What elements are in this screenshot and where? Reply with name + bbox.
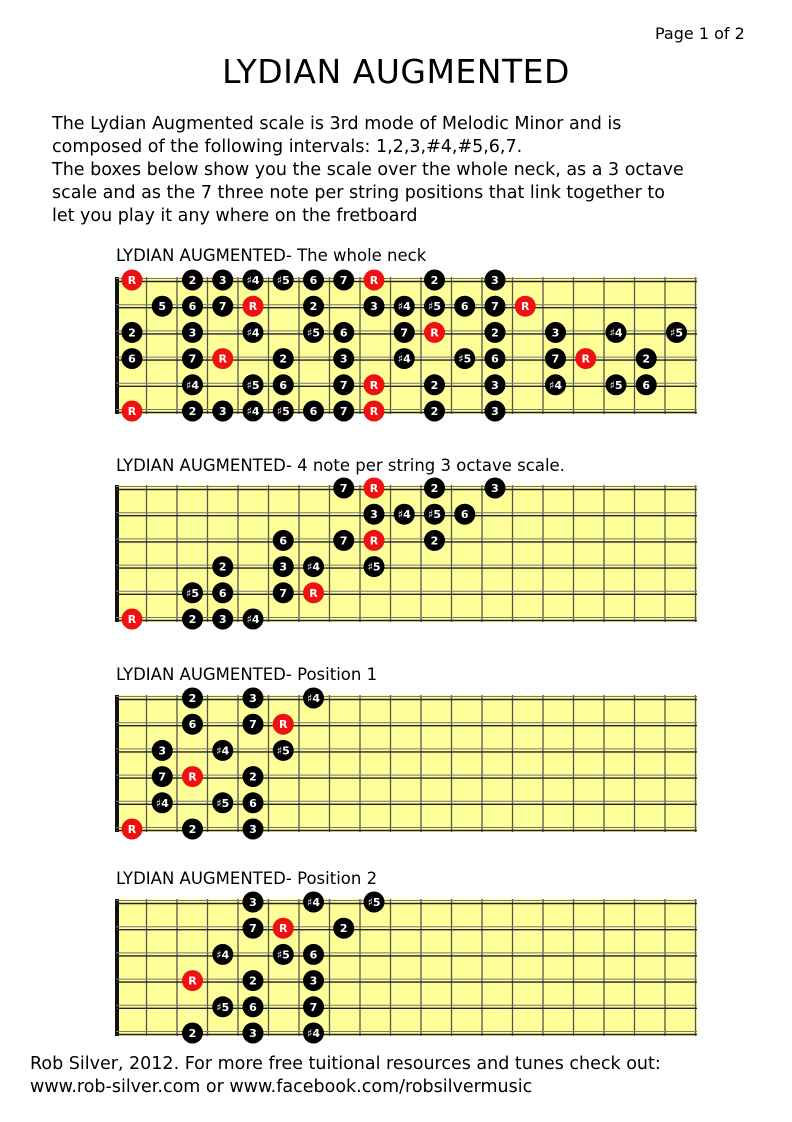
scale-note-marker	[243, 270, 264, 291]
note-label: 3	[309, 974, 318, 988]
note-label: ♯4	[216, 948, 230, 962]
note-label: 2	[430, 405, 439, 418]
diagram-title-position-1: LYDIAN AUGMENTED- Position 1	[116, 665, 378, 684]
scale-note-marker	[243, 918, 264, 939]
scale-note-marker	[424, 478, 445, 499]
note-label: 6	[309, 405, 318, 418]
note-label: 7	[339, 274, 348, 287]
scale-note-marker	[273, 348, 294, 369]
scale-note-marker	[273, 374, 294, 395]
scale-note-marker	[212, 556, 233, 577]
diagram-title-whole-neck: LYDIAN AUGMENTED- The whole neck	[116, 246, 427, 265]
scale-note-marker	[152, 766, 173, 787]
scale-note-marker	[273, 401, 294, 422]
note-label: 3	[249, 1027, 257, 1040]
scale-note-marker	[303, 970, 324, 991]
note-label: 2	[188, 274, 197, 287]
scale-note-marker	[333, 270, 354, 291]
scale-note-marker	[454, 296, 475, 317]
fretboard-3-octave	[0, 476, 792, 626]
note-label: 3	[551, 326, 560, 340]
note-label: ♯4	[307, 560, 320, 574]
scale-note-marker	[394, 322, 415, 343]
scale-note-marker	[273, 530, 294, 551]
scale-note-marker	[243, 996, 264, 1017]
scale-note-marker	[333, 478, 354, 499]
note-label: 2	[430, 482, 439, 495]
scale-note-marker	[545, 322, 566, 343]
note-label: ♯4	[246, 405, 260, 418]
note-label: 7	[339, 482, 348, 495]
page-number: Page 1 of 2	[655, 24, 745, 43]
note-label: ♯5	[276, 744, 290, 758]
scale-note-marker	[364, 504, 385, 525]
intro-line: scale and as the 7 three note per string positions that link together to	[52, 183, 665, 203]
fretboard-background	[116, 899, 697, 1036]
scale-note-marker	[364, 556, 385, 577]
note-label: 7	[249, 922, 257, 936]
scale-note-marker	[152, 792, 173, 813]
root-note-marker	[122, 609, 143, 630]
note-label: 2	[249, 770, 257, 784]
scale-note-marker	[454, 504, 475, 525]
note-label: R	[279, 922, 288, 936]
note-label: 7	[339, 378, 348, 392]
root-note-marker	[364, 401, 385, 422]
intro-line: The boxes below show you the scale over the whole neck, as a 3 octave	[52, 160, 684, 180]
scale-note-marker	[394, 296, 415, 317]
intro-line: composed of the following intervals: 1,2,3,#4,#5,6,7.	[52, 137, 523, 157]
footer	[30, 1053, 661, 1099]
note-label: ♯4	[397, 300, 411, 314]
note-label: ♯4	[246, 613, 260, 626]
note-label: ♯4	[307, 896, 320, 909]
note-label: 2	[642, 352, 651, 366]
scale-note-marker	[303, 556, 324, 577]
scale-note-marker	[606, 374, 627, 395]
note-label: R	[248, 300, 258, 314]
root-note-marker	[515, 296, 536, 317]
note-label: R	[369, 405, 379, 418]
note-label: R	[521, 300, 530, 314]
scale-note-marker	[212, 296, 233, 317]
scale-note-marker	[182, 348, 203, 369]
scale-note-marker	[424, 530, 445, 551]
note-label: 3	[218, 405, 227, 418]
footer-credit: Rob Silver, 2012. For more free tuitional resources and tunes check out:	[30, 1054, 661, 1074]
scale-note-marker	[273, 270, 294, 291]
note-label: 3	[491, 378, 499, 392]
scale-note-marker	[545, 348, 566, 369]
note-label: 6	[188, 718, 197, 732]
scale-note-marker	[243, 609, 264, 630]
scale-note-marker	[212, 740, 233, 761]
note-label: ♯5	[276, 405, 290, 418]
root-note-marker	[424, 322, 445, 343]
note-label: ♯5	[609, 378, 623, 392]
note-label: 6	[309, 948, 318, 962]
scale-note-marker	[212, 609, 233, 630]
scale-note-marker	[182, 714, 203, 735]
scale-note-marker	[243, 892, 264, 913]
scale-note-marker	[303, 688, 324, 709]
scale-note-marker	[243, 374, 264, 395]
fretboard-background	[116, 695, 697, 832]
note-label: R	[127, 274, 137, 287]
root-note-marker	[122, 270, 143, 291]
root-note-marker	[364, 530, 385, 551]
note-label: R	[279, 718, 288, 732]
note-label: ♯4	[186, 378, 199, 392]
note-label: 7	[218, 300, 227, 314]
note-label: 3	[249, 692, 257, 705]
scale-note-marker	[212, 944, 233, 965]
scale-note-marker	[273, 740, 294, 761]
root-note-marker	[575, 348, 596, 369]
note-label: ♯5	[246, 378, 260, 392]
scale-note-marker	[122, 348, 143, 369]
scale-note-marker	[243, 819, 264, 840]
scale-note-marker	[243, 714, 264, 735]
note-label: R	[309, 586, 318, 600]
scale-note-marker	[364, 892, 385, 913]
scale-note-marker	[333, 918, 354, 939]
note-label: 6	[309, 274, 318, 287]
note-label: 5	[158, 300, 167, 314]
note-label: 3	[339, 352, 348, 366]
root-note-marker	[273, 714, 294, 735]
note-label: ♯4	[216, 744, 230, 758]
scale-note-marker	[424, 401, 445, 422]
scale-note-marker	[424, 270, 445, 291]
scale-note-marker	[303, 296, 324, 317]
scale-note-marker	[212, 582, 233, 603]
note-label: ♯4	[246, 274, 260, 287]
scale-note-marker	[243, 1023, 264, 1044]
scale-note-marker	[364, 296, 385, 317]
root-note-marker	[182, 970, 203, 991]
fretboard-position-1	[0, 686, 792, 836]
scale-note-marker	[182, 270, 203, 291]
note-label: 2	[430, 378, 439, 392]
note-label: R	[218, 352, 227, 366]
note-label: 3	[218, 274, 227, 287]
note-label: R	[369, 378, 379, 392]
note-label: 2	[188, 1027, 197, 1040]
note-label: ♯4	[246, 326, 260, 340]
note-label: ♯4	[397, 352, 411, 366]
note-label: 3	[491, 482, 499, 495]
scale-note-marker	[485, 478, 506, 499]
scale-note-marker	[303, 944, 324, 965]
note-label: 6	[249, 1000, 257, 1014]
note-label: 6	[128, 352, 136, 366]
note-label: 7	[249, 718, 257, 732]
note-label: R	[188, 770, 197, 784]
note-label: 7	[551, 352, 560, 366]
scale-note-marker	[636, 374, 657, 395]
scale-note-marker	[182, 322, 203, 343]
scale-note-marker	[424, 374, 445, 395]
note-label: R	[430, 326, 439, 340]
root-note-marker	[273, 918, 294, 939]
root-note-marker	[122, 819, 143, 840]
note-label: 6	[218, 586, 227, 600]
root-note-marker	[122, 401, 143, 422]
scale-note-marker	[394, 348, 415, 369]
note-label: 2	[249, 974, 257, 988]
scale-note-marker	[485, 322, 506, 343]
nut	[115, 485, 119, 622]
scale-note-marker	[243, 688, 264, 709]
note-label: ♯5	[276, 948, 290, 962]
scale-note-marker	[303, 1023, 324, 1044]
scale-note-marker	[303, 322, 324, 343]
nut	[115, 899, 119, 1036]
footer-links: www.rob-silver.com or www.facebook.com/robsilvermusic	[30, 1077, 533, 1097]
note-label: 6	[279, 534, 288, 548]
scale-note-marker	[182, 374, 203, 395]
scale-note-marker	[182, 401, 203, 422]
note-label: 2	[309, 300, 318, 314]
note-label: 7	[491, 300, 499, 314]
note-label: R	[127, 823, 137, 836]
root-note-marker	[303, 582, 324, 603]
scale-note-marker	[243, 970, 264, 991]
diagram-title-position-2: LYDIAN AUGMENTED- Position 2	[116, 869, 378, 888]
note-label: 2	[188, 613, 197, 626]
scale-note-marker	[394, 504, 415, 525]
note-label: 3	[491, 405, 499, 418]
note-label: 2	[188, 823, 197, 836]
scale-note-marker	[424, 504, 445, 525]
note-label: 7	[339, 405, 348, 418]
note-label: 7	[158, 770, 167, 784]
note-label: ♯5	[216, 796, 230, 810]
note-label: ♯5	[216, 1000, 230, 1014]
scale-note-marker	[243, 792, 264, 813]
scale-note-marker	[303, 270, 324, 291]
note-label: R	[369, 482, 379, 495]
note-label: 2	[491, 326, 499, 340]
note-label: 3	[491, 274, 499, 287]
note-label: 6	[460, 508, 469, 522]
note-label: ♯4	[307, 692, 320, 705]
note-label: 6	[279, 378, 288, 392]
note-label: 3	[158, 744, 167, 758]
scale-note-marker	[243, 322, 264, 343]
note-label: ♯5	[276, 274, 290, 287]
scale-note-marker	[152, 296, 173, 317]
nut	[115, 695, 119, 832]
note-label: ♯5	[670, 326, 683, 340]
intro-paragraph	[52, 113, 772, 228]
root-note-marker	[212, 348, 233, 369]
root-note-marker	[182, 766, 203, 787]
scale-note-marker	[182, 296, 203, 317]
scale-note-marker	[243, 766, 264, 787]
note-label: 2	[430, 274, 439, 287]
note-label: 2	[128, 326, 136, 340]
note-label: 3	[279, 560, 288, 574]
root-note-marker	[364, 374, 385, 395]
scale-note-marker	[243, 401, 264, 422]
scale-note-marker	[454, 348, 475, 369]
scale-note-marker	[333, 348, 354, 369]
scale-note-marker	[212, 792, 233, 813]
note-label: ♯5	[428, 508, 441, 522]
scale-note-marker	[182, 688, 203, 709]
scale-note-marker	[485, 374, 506, 395]
scale-note-marker	[333, 530, 354, 551]
scale-note-marker	[485, 296, 506, 317]
note-label: ♯5	[367, 896, 381, 909]
note-label: ♯4	[609, 326, 623, 340]
note-label: 3	[249, 896, 257, 909]
scale-note-marker	[485, 270, 506, 291]
note-label: 7	[188, 352, 197, 366]
note-label: 2	[279, 352, 288, 366]
note-label: 6	[491, 352, 499, 366]
note-label: 2	[188, 405, 197, 418]
note-label: 7	[400, 326, 409, 340]
scale-note-marker	[273, 944, 294, 965]
note-label: 6	[339, 326, 348, 340]
note-label: R	[581, 352, 590, 366]
note-label: R	[127, 613, 137, 626]
note-label: 3	[188, 326, 197, 340]
note-label: 6	[642, 378, 651, 392]
note-label: ♯5	[186, 586, 199, 600]
nut	[115, 277, 119, 414]
scale-note-marker	[333, 374, 354, 395]
note-label: 2	[188, 692, 197, 705]
note-label: 2	[218, 560, 227, 574]
scale-note-marker	[182, 609, 203, 630]
scale-note-marker	[122, 322, 143, 343]
note-label: 7	[309, 1000, 318, 1014]
scale-note-marker	[273, 556, 294, 577]
note-label: 3	[249, 823, 257, 836]
note-label: ♯5	[367, 560, 381, 574]
note-label: 6	[188, 300, 197, 314]
scale-note-marker	[485, 348, 506, 369]
scale-note-marker	[424, 296, 445, 317]
note-label: 2	[430, 534, 439, 548]
diagram-title-3-octave: LYDIAN AUGMENTED- 4 note per string 3 octave scale.	[116, 456, 565, 475]
note-label: ♯5	[458, 352, 472, 366]
scale-note-marker	[212, 270, 233, 291]
fretboard-position-2	[0, 890, 792, 1040]
note-label: ♯4	[549, 378, 562, 392]
scale-note-marker	[182, 819, 203, 840]
scale-note-marker	[303, 996, 324, 1017]
note-label: 3	[370, 300, 378, 314]
fretboard-whole-neck	[0, 268, 792, 418]
intro-line: let you play it any where on the fretboard	[52, 206, 418, 226]
scale-note-marker	[545, 374, 566, 395]
scale-note-marker	[333, 322, 354, 343]
scale-note-marker	[303, 401, 324, 422]
scale-note-marker	[636, 348, 657, 369]
note-label: 6	[249, 796, 257, 810]
scale-note-marker	[303, 892, 324, 913]
scale-note-marker	[212, 996, 233, 1017]
note-label: ♯4	[155, 796, 169, 810]
note-label: R	[127, 405, 137, 418]
note-label: R	[369, 274, 379, 287]
scale-note-marker	[182, 582, 203, 603]
scale-note-marker	[152, 740, 173, 761]
note-label: 6	[460, 300, 469, 314]
note-label: 3	[218, 613, 227, 626]
note-label: R	[188, 974, 197, 988]
note-label: ♯4	[397, 508, 411, 522]
note-label: 2	[339, 922, 348, 936]
page-title: LYDIAN AUGMENTED	[222, 52, 570, 91]
scale-note-marker	[212, 401, 233, 422]
note-label: 3	[370, 508, 378, 522]
scale-note-marker	[485, 401, 506, 422]
scale-note-marker	[333, 401, 354, 422]
scale-note-marker	[666, 322, 687, 343]
scale-note-marker	[606, 322, 627, 343]
scale-note-marker	[273, 582, 294, 603]
note-label: ♯5	[307, 326, 320, 340]
root-note-marker	[364, 270, 385, 291]
note-label: ♯4	[307, 1027, 320, 1040]
intro-line: The Lydian Augmented scale is 3rd mode of Melodic Minor and is	[52, 114, 622, 134]
root-note-marker	[243, 296, 264, 317]
root-note-marker	[364, 478, 385, 499]
note-label: 7	[279, 586, 288, 600]
note-label: R	[369, 534, 379, 548]
note-label: ♯5	[428, 300, 441, 314]
scale-note-marker	[182, 1023, 203, 1044]
note-label: 7	[339, 534, 348, 548]
